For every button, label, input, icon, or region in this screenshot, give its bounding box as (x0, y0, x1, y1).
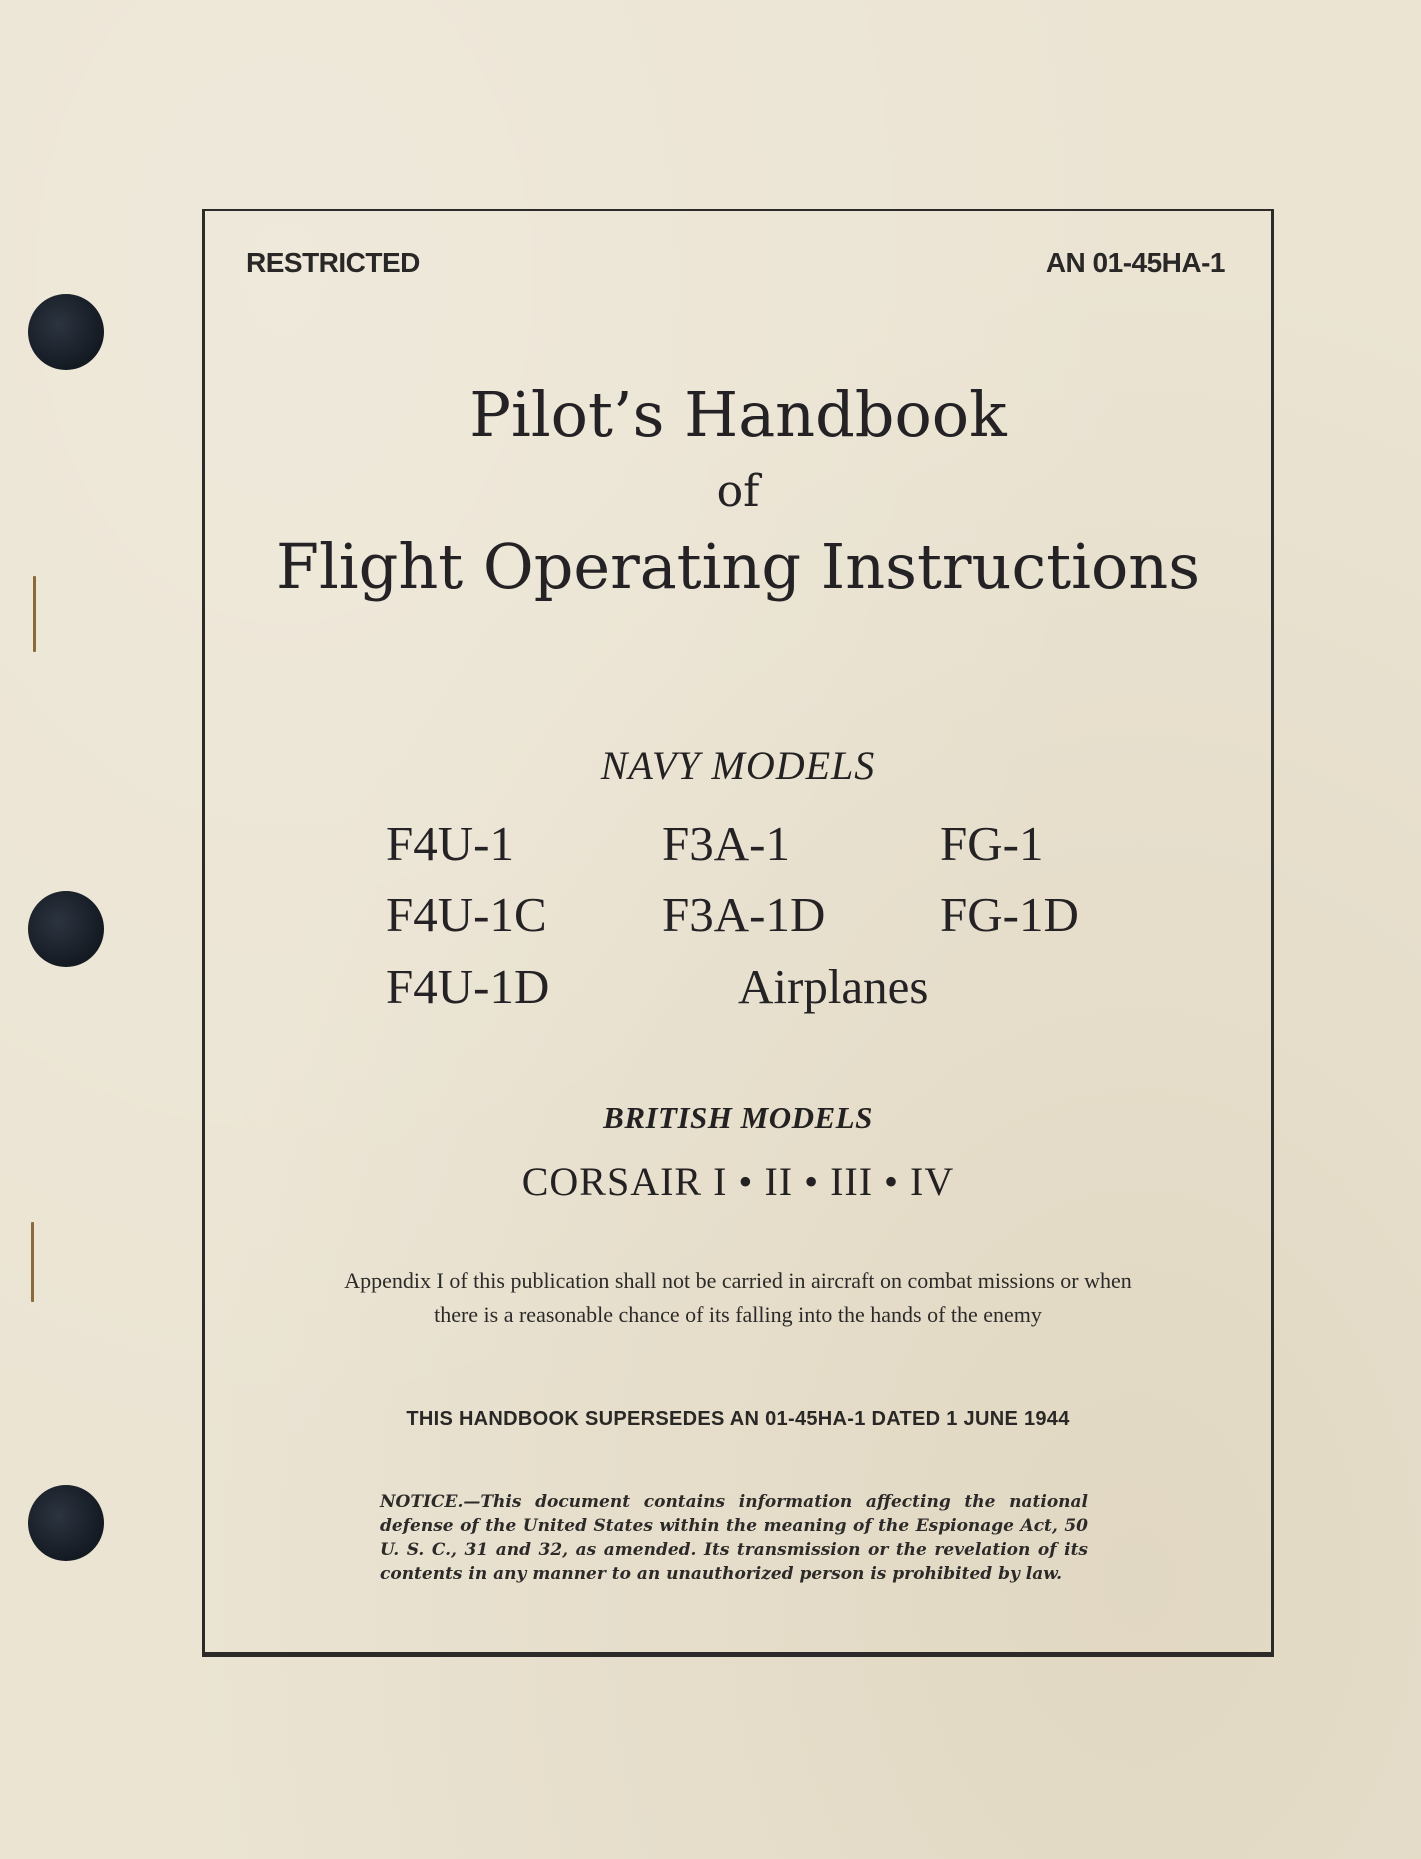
staple-top (33, 576, 36, 652)
staple-bottom (31, 1222, 34, 1302)
appendix-warning (270, 1264, 1206, 1332)
british-models-heading: BRITISH MODELS (603, 1100, 873, 1135)
espionage-notice: NOTICE.—This document contains information affecting the national defense of the United States within the meaning of the Espionage Act, 50 U. S. C., 31 and 32, as amended. Its transmission or the revelation of its contents in any manner to an unauthorized person is prohibited by law. (380, 1492, 1088, 1584)
title-flight-operating-instructions: Flight Operating Instructions (275, 530, 1201, 603)
model-f4u-1c: F4U-1C (386, 887, 547, 942)
model-f4u-1d: F4U-1D (386, 959, 550, 1014)
model-f3a-1d: F3A-1D (662, 887, 826, 942)
model-fg-1: FG-1 (940, 816, 1044, 871)
punch-hole-top (28, 294, 104, 370)
appendix-line-2: there is a reasonable chance of its falling into the hands of the enemy (434, 1302, 1042, 1327)
document-number: AN 01-45HA-1 (1045, 247, 1225, 278)
model-f3a-1: F3A-1 (662, 816, 790, 871)
appendix-line-1: Appendix I of this publication shall not be carried in aircraft on combat missions or when (344, 1268, 1132, 1293)
title-of: of (716, 466, 760, 517)
navy-models-heading: NAVY MODELS (600, 743, 876, 788)
classification-label: RESTRICTED (246, 247, 420, 278)
supersedes-notice: THIS HANDBOOK SUPERSEDES AN 01-45HA-1 DATED 1 JUNE 1944 (406, 1408, 1070, 1430)
punch-hole-bottom (28, 1485, 104, 1561)
model-f4u-1: F4U-1 (386, 816, 514, 871)
airplanes-label: Airplanes (738, 959, 929, 1014)
corsair-models: CORSAIR I • II • III • IV (521, 1159, 955, 1204)
model-fg-1d: FG-1D (940, 887, 1079, 942)
title-pilots-handbook: Pilot’s Handbook (469, 378, 1007, 451)
punch-hole-middle (28, 891, 104, 967)
